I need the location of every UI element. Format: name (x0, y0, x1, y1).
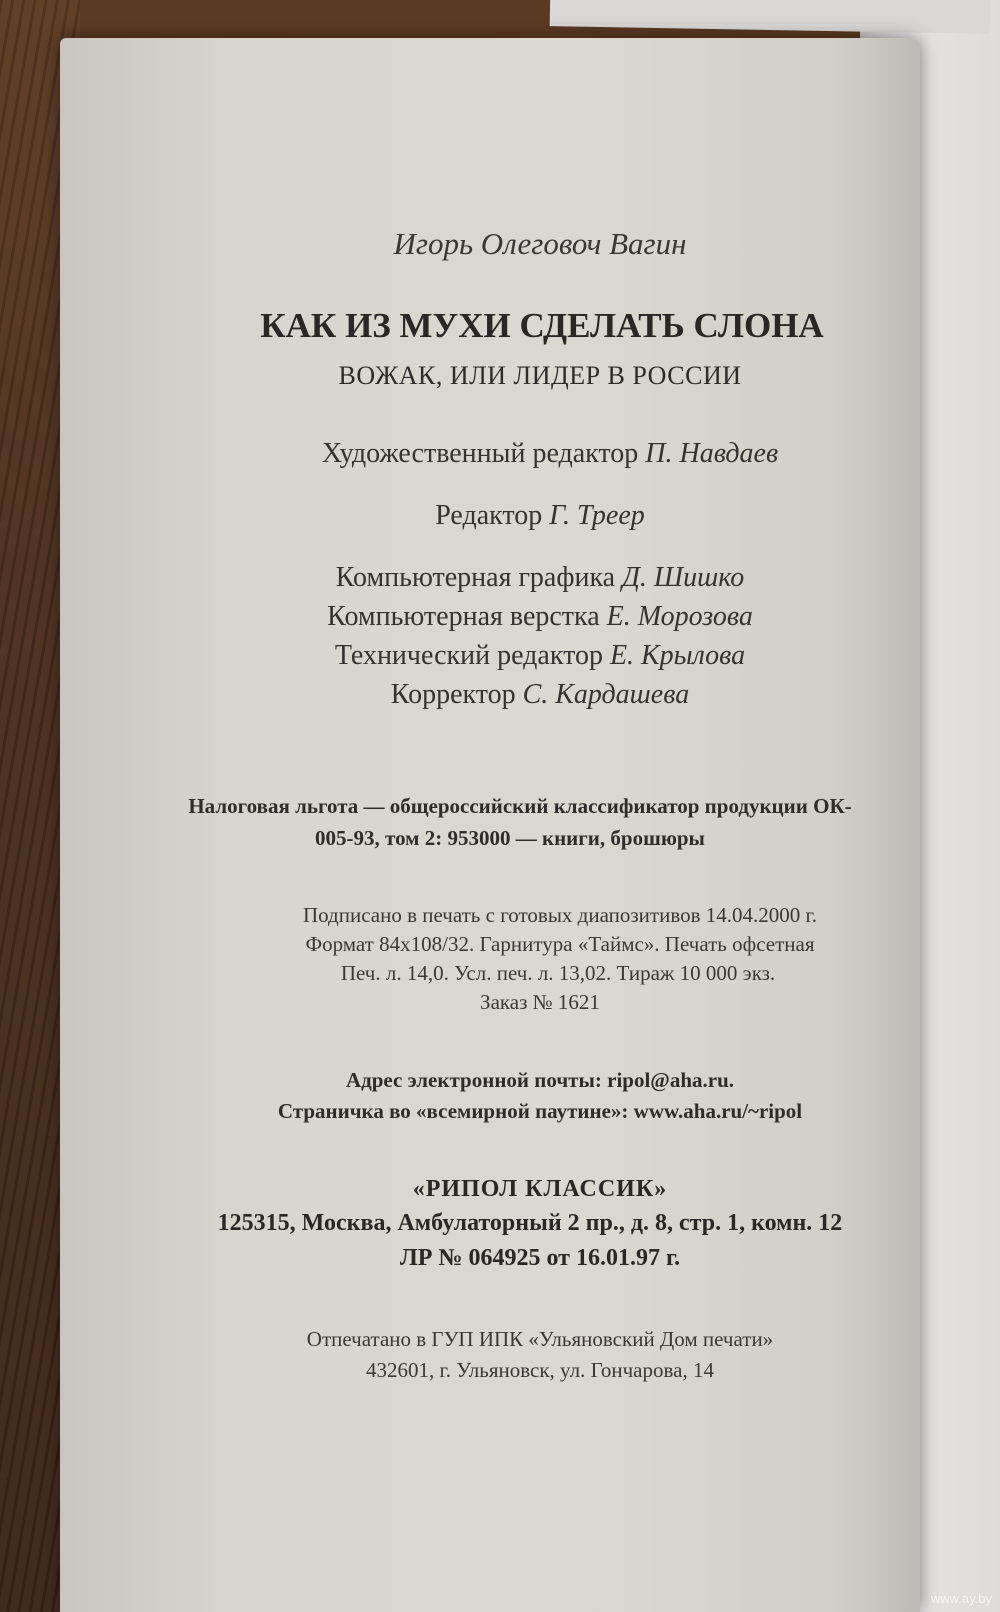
author-name: Игорь Олеговоч Вагин (393, 226, 687, 261)
credit-technical-editor (0, 640, 1000, 672)
credit-person: П. Навдаев (645, 438, 779, 469)
credit-person: Е. Крылова (609, 640, 746, 671)
credit-editor (0, 500, 1000, 532)
credit-proofreader (0, 679, 1000, 711)
print-info-line: Подписано в печать с готовых диапозитивов 14.04.2000 г. (302, 903, 818, 927)
book-title: КАК ИЗ МУХИ СДЕЛАТЬ СЛОНА (260, 306, 824, 345)
print-info-line: Заказ № 1621 (480, 990, 600, 1014)
website-line: Страничка во «всемирной паутине»: www.aha.ru/~ripol (277, 1099, 803, 1123)
print-info-line: Печ. л. 14,0. Усл. печ. л. 13,02. Тираж 10 000 экз. (340, 961, 776, 985)
credit-person: Д. Шишко (622, 562, 745, 593)
book-subtitle: ВОЖАК, ИЛИ ЛИДЕР В РОССИИ (338, 361, 742, 390)
credit-role: Корректор (390, 679, 516, 710)
tax-note-line: Налоговая льгота — общероссийский классификатор продукции ОК- (188, 794, 852, 818)
credit-role: Компьютерная графика (335, 562, 616, 593)
credit-layout (0, 601, 1000, 633)
credit-art-editor (0, 438, 1000, 470)
printer-address: 432601, г. Ульяновск, ул. Гончарова, 14 (366, 1358, 714, 1382)
email-line: Адрес электронной почты: ripol@aha.ru. (345, 1068, 735, 1092)
site-watermark: www.ay.by (930, 1591, 992, 1606)
paper-sheet-behind (550, 0, 991, 34)
credit-role: Компьютерная верстка (327, 601, 600, 632)
credit-person: Е. Морозова (606, 601, 753, 632)
credit-role: Художественный редактор (321, 438, 639, 469)
credit-role: Технический редактор (334, 640, 603, 671)
publisher-name: «РИПОЛ КЛАССИК» (412, 1176, 668, 1202)
credit-person: С. Кардашева (522, 679, 690, 710)
print-info-line: Формат 84х108/32. Гарнитура «Таймс». Печать офсетная (305, 932, 815, 956)
credit-person: Г. Треер (549, 500, 645, 531)
tax-note-line: 005-93, том 2: 953000 — книги, брошюры (315, 826, 705, 850)
printer-name: Отпечатано в ГУП ИПК «Ульяновский Дом печати» (306, 1327, 774, 1351)
publisher-license: ЛР № 064925 от 16.01.97 г. (399, 1245, 681, 1271)
credit-role: Редактор (435, 500, 543, 531)
credit-graphics (0, 562, 1000, 594)
publisher-address: 125315, Москва, Амбулаторный 2 пр., д. 8, стр. 1, комн. 12 (217, 1210, 843, 1236)
